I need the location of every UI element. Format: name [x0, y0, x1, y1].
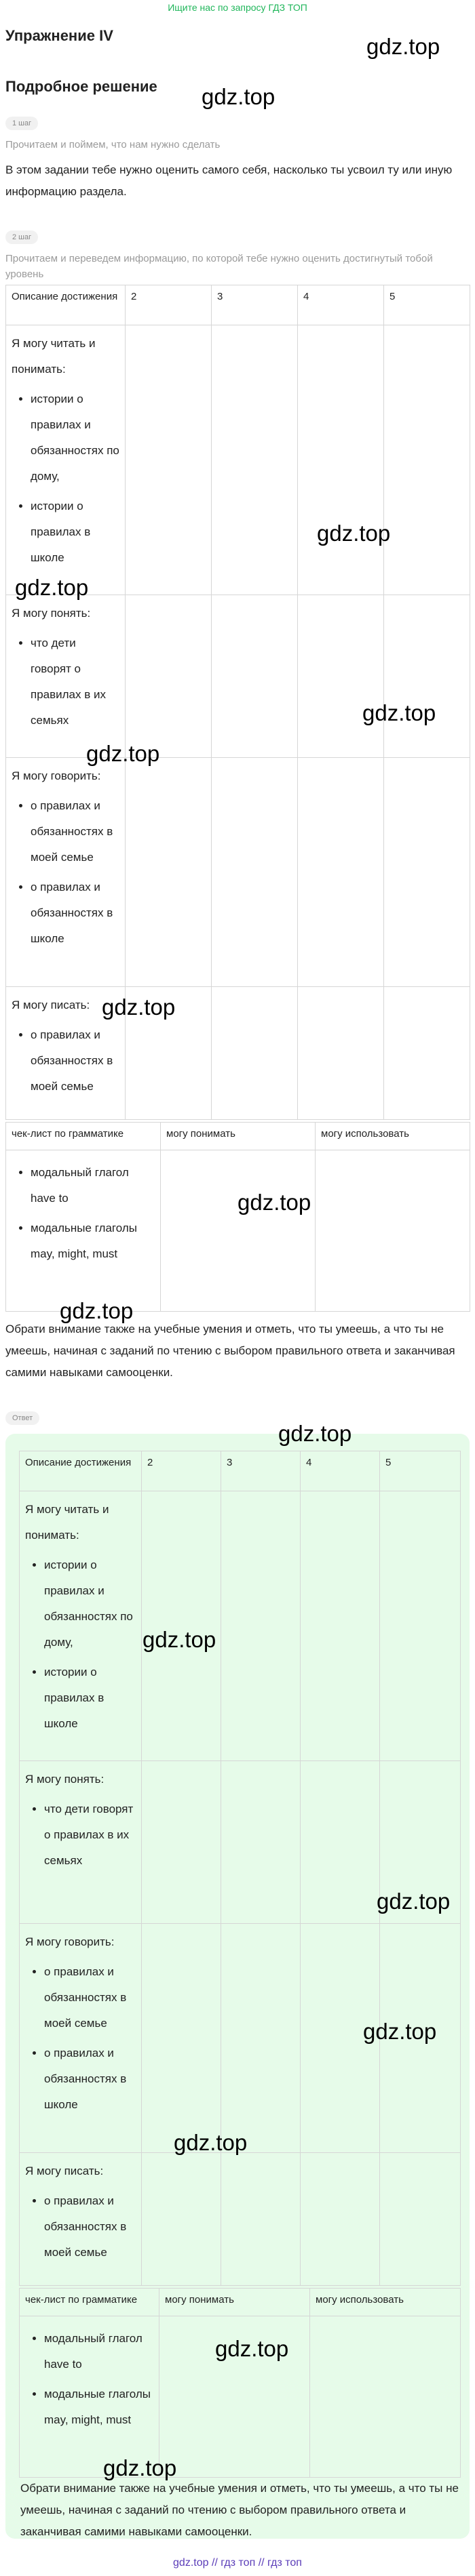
header-cell: могу использовать: [316, 1123, 470, 1150]
list-item: • что дети говорят о правилах в их семьях: [31, 630, 119, 733]
watermark: gdz.top: [215, 2336, 289, 2361]
table-header-row: [20, 1451, 461, 1491]
list-item: • модальный глагол have to: [44, 2326, 153, 2377]
achievement-title: Я могу понять:: [25, 1773, 104, 1786]
header-cell: 4: [301, 1451, 380, 1491]
step-note: Прочитаем и переведем информацию, по которой тебе нужно оценить достигнутый тобой уровень: [5, 253, 433, 280]
answer-grammar-table: [19, 2288, 461, 2478]
answer-self-assessment-table: [19, 1451, 461, 2286]
achievement-title: Я могу писать:: [25, 2165, 104, 2177]
step-badge: 2 шаг: [5, 230, 38, 244]
table-row: [6, 595, 470, 758]
list-item: • о правилах и обязанностях в моей семье: [31, 793, 119, 870]
header-cell: Описание достижения: [6, 285, 126, 325]
watermark: gdz.top: [15, 575, 89, 600]
list-item: • модальный глагол have to: [31, 1160, 155, 1211]
header-cell: 4: [298, 285, 384, 325]
footer-links[interactable]: gdz.top // гдз топ // гдз топ: [173, 2557, 302, 2569]
achievement-cell: [20, 2153, 142, 2286]
table-row: [20, 1491, 461, 1761]
achievement-cell: [6, 758, 126, 987]
list-item: • о правилах и обязанностях в школе: [44, 2040, 136, 2118]
list-item: • о правилах и обязанностях в моей семье: [31, 1022, 119, 1100]
achievement-cell: [20, 1761, 142, 1924]
header-cell: могу понимать: [161, 1123, 316, 1150]
achievement-title: Я могу говорить:: [12, 769, 101, 782]
achievement-cell: [6, 325, 126, 595]
achievement-cell: [20, 1491, 142, 1761]
achievement-cell: [20, 1924, 142, 2153]
list-item: • что дети говорят о правилах в их семьях: [44, 1796, 136, 1874]
step-badge: 1 шаг: [5, 117, 38, 130]
header-cell: 3: [221, 1451, 301, 1491]
table-row: [6, 758, 470, 987]
list-item: • модальные глаголы may, might, must: [31, 1215, 155, 1267]
table-header-row: [6, 1123, 470, 1150]
watermark: gdz.top: [238, 1190, 311, 1215]
watermark: gdz.top: [363, 2019, 437, 2044]
watermark: gdz.top: [174, 2130, 248, 2155]
table-row: [6, 325, 470, 595]
header-cell: 2: [126, 285, 212, 325]
watermark: gdz.top: [102, 994, 176, 1020]
list-item: • истории о правилах в школе: [31, 494, 119, 571]
achievement-title: Я могу читать и понимать:: [12, 337, 96, 376]
list-item: • модальные глаголы may, might, must: [44, 2381, 153, 2433]
watermark: gdz.top: [362, 700, 436, 725]
header-cell: Описание достижения: [20, 1451, 142, 1491]
watermark: gdz.top: [366, 34, 440, 59]
page-title: Упражнение IV: [5, 27, 113, 44]
grammar-table: [5, 1122, 470, 1312]
table-row: [6, 987, 470, 1120]
header-cell: 5: [380, 1451, 461, 1491]
header-cell: 2: [142, 1451, 221, 1491]
header-cell: 5: [384, 285, 470, 325]
list-item: • о правилах и обязанностях в моей семье: [44, 2188, 136, 2266]
header-cell: могу использовать: [310, 2289, 461, 2316]
grammar-cell: [6, 1150, 161, 1312]
table-row: [6, 1150, 470, 1312]
table-row: [20, 2153, 461, 2286]
list-item: • истории о правилах в школе: [44, 1659, 136, 1737]
watermark: gdz.top: [103, 2455, 177, 2480]
answer-badge: Ответ: [5, 1411, 39, 1425]
grammar-cell: [20, 2316, 159, 2478]
answer-instruction-text: Обрати внимание также на учебные умения и отметь, что ты умеешь, а что ты не умеешь, начиная с заданий по чтению с выбором правильного ответа и заканчивая самими навыками самооценки.: [20, 2482, 459, 2538]
section-title: Подробное решение: [5, 78, 157, 95]
achievement-cell: [6, 595, 126, 758]
watermark: gdz.top: [377, 1889, 451, 1914]
header-cell: могу понимать: [159, 2289, 310, 2316]
watermark: gdz.top: [278, 1421, 352, 1446]
watermark: gdz.top: [202, 84, 276, 109]
achievement-title: Я могу писать:: [12, 999, 90, 1011]
step-note: Прочитаем и поймем, что нам нужно сделать: [5, 139, 221, 150]
header-cell: чек-лист по грамматике: [20, 2289, 159, 2316]
table-header-row: [6, 285, 470, 325]
list-item: • о правилах и обязанностях в школе: [31, 874, 119, 952]
list-item: • истории о правилах и обязанностях по дому,: [44, 1552, 136, 1655]
instruction-text: Обрати внимание также на учебные умения и отметь, что ты умеешь, а что ты не умеешь, начиная с заданий по чтению с выбором правильного ответа и заканчивая самими навыками самооценки.: [5, 1323, 455, 1379]
header-cell: 3: [212, 285, 298, 325]
search-banner[interactable]: Ищите нас по запросу ГДЗ ТОП: [168, 2, 307, 13]
watermark: gdz.top: [317, 521, 391, 546]
watermark: gdz.top: [60, 1298, 134, 1323]
table-header-row: [20, 2289, 461, 2316]
achievement-title: Я могу понять:: [12, 607, 91, 620]
achievement-title: Я могу говорить:: [25, 1935, 115, 1948]
step-text: В этом задании тебе нужно оценить самого себя, насколько ты усвоил ту или иную информацию раздела.: [5, 163, 453, 198]
header-cell: чек-лист по грамматике: [6, 1123, 161, 1150]
achievement-title: Я могу читать и понимать:: [25, 1503, 109, 1542]
list-item: • истории о правилах и обязанностях по дому,: [31, 386, 119, 489]
watermark: gdz.top: [86, 741, 160, 766]
list-item: • о правилах и обязанностях в моей семье: [44, 1959, 136, 2036]
watermark: gdz.top: [142, 1627, 216, 1652]
